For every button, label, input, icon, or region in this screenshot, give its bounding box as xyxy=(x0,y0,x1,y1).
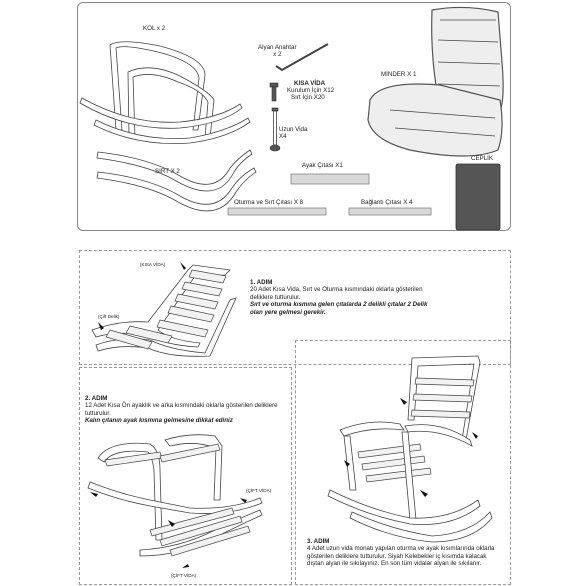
step1-text xyxy=(250,279,428,316)
step1-frame xyxy=(92,262,236,356)
step3-text xyxy=(307,538,505,568)
step3-frame xyxy=(328,356,492,542)
kisa-vida-label: KISA VİDA xyxy=(294,80,326,87)
step2-frame xyxy=(88,435,262,568)
step1-tag-kisa-vida: (KISA VİDA) xyxy=(140,262,166,267)
kisa-vida-detail2: Sırt İçin X20 xyxy=(291,94,325,101)
alyan-label: Alyan Anahtar x 2 xyxy=(258,44,297,59)
oturma-label: Oturma ve Sırt Çıtası X 8 xyxy=(234,199,304,206)
step2-tag-cift-vida-bottom: (ÇİFT VİDA) xyxy=(171,573,197,578)
step2-body: 12 Adet Kısa Ön ayaklık ve arka kısmındaki oklarla gösterilen deliklere tutturulur. xyxy=(85,402,278,417)
ayak-label: Ayak Çıtası X1 xyxy=(302,162,343,169)
minder-label: MİNDER X 1 xyxy=(381,71,417,78)
uzun-vida-label: Uzun Vida X4 xyxy=(279,126,308,141)
step2-text xyxy=(85,395,285,425)
step3-body: 4 Adet uzun vida monatı yapılan oturma ve ayak kısımlarında oklarla gösterilen deliklere tutturulur. Siyah Kelebekler iç kısımda kalacak dıştan alyan ile sıkılayınız. En son tüm vidalar alyan ile sıkılanır. xyxy=(307,545,495,568)
step1-body: 20 Adet Kısa Vida, Sırt ve Oturma kısmındaki oklarla gösterilen deliklere tutturulur. xyxy=(250,286,423,301)
ceplik-label: CEPLİK xyxy=(471,155,494,162)
step2-tag-cift-vida-right: (ÇİFT VİDA) xyxy=(246,488,272,493)
step2-title: 2. ADIM xyxy=(85,395,108,402)
baglanti-label: Bağlantı Çıtası X 4 xyxy=(361,199,413,206)
step1-note: Sırt ve oturma kısmına gelen çıtalarda 2 delikli çıtalar 2 Delik olan yere gelmesi gerekir. xyxy=(250,301,428,316)
sirt-label: SIRT X 2 xyxy=(155,168,180,175)
step3-title: 3. ADIM xyxy=(307,538,330,545)
kol-label: KOL x 2 xyxy=(143,25,166,32)
kisa-vida-detail1: Kurulum İçin X12 xyxy=(287,87,335,94)
step1-title: 1. ADIM xyxy=(250,279,273,286)
step1-tag-cift-delik: (Çift Delik) xyxy=(98,314,120,319)
step2-note: Kalın çıtanın ayak kısmına gelmesine dikkat ediniz xyxy=(85,417,233,425)
